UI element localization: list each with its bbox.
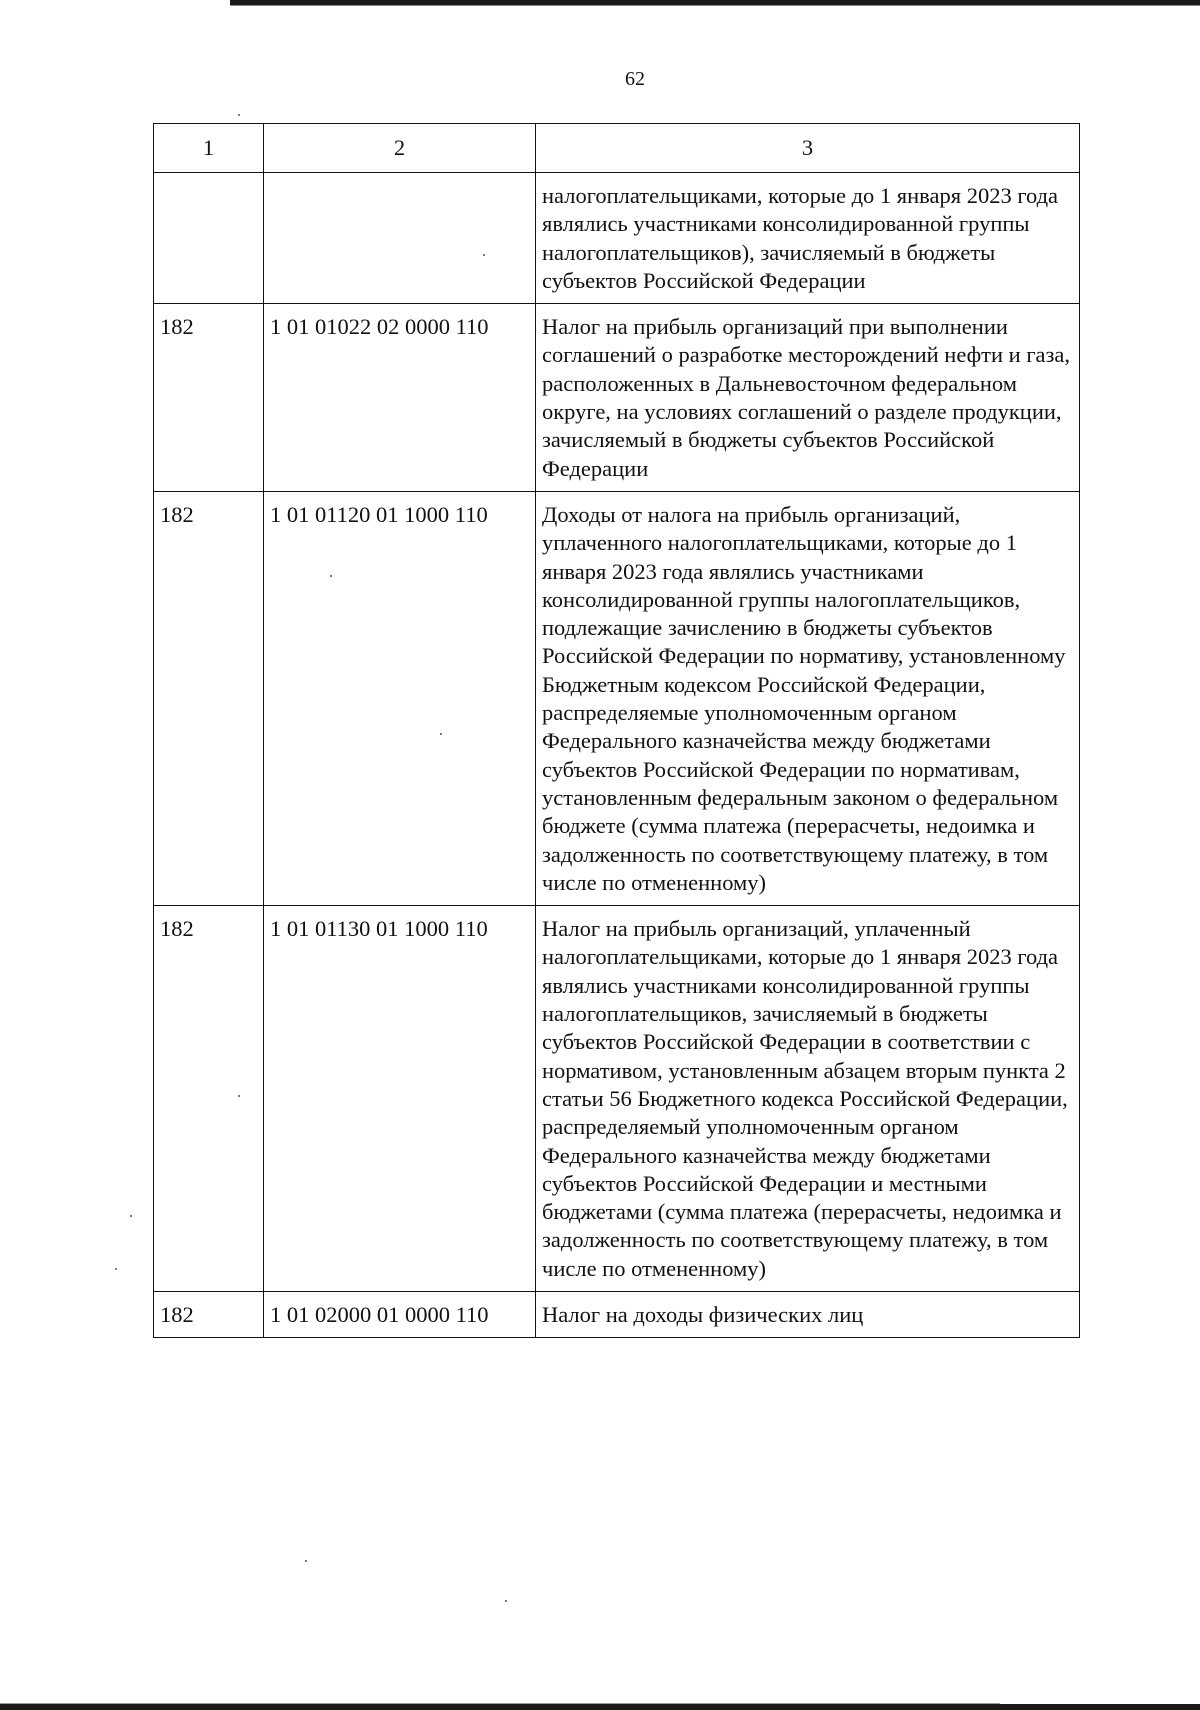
scan-speck <box>238 1095 240 1097</box>
column-header-1: 1 <box>154 124 264 173</box>
table-row <box>154 906 1080 1292</box>
classification-code-cell: 1 01 01022 02 0000 110 <box>264 304 536 492</box>
admin-code-cell: 182 <box>154 906 264 1292</box>
classification-code-cell: 1 01 02000 01 0000 110 <box>264 1291 536 1337</box>
scan-edge-bottom <box>0 1704 1200 1710</box>
scan-speck <box>305 1560 307 1562</box>
description-cell: Налог на доходы физических лиц <box>536 1291 1080 1337</box>
description-cell: Налог на прибыль организаций при выполнении соглашений о разработке месторождений нефти и газа, расположенных в Дальневосточном федеральном округе, на условиях соглашений о разделе продукции, зачисляемый в бюджеты субъектов Российской Федерации <box>536 304 1080 492</box>
column-header-3: 3 <box>536 124 1080 173</box>
scan-speck <box>115 1268 117 1270</box>
classification-code-cell: 1 01 01130 01 1000 110 <box>264 906 536 1292</box>
table-row <box>154 491 1080 905</box>
description-cell: Доходы от налога на прибыль организаций, уплаченного налогоплательщиками, которые до 1 января 2023 года являлись участниками консолидированной группы налогоплательщиков, подлежащие зачислению в бюджеты субъектов Российской Федерации по нормативу, установленному Бюджетным кодексом Российской Федерации, распределяемые уполномоченным органом Федерального казначейства между бюджетами субъектов Российской Федерации по нормативам, установленным федеральным законом о федеральном бюджете (сумма платежа (перерасчеты, недоимка и задолженность по соответствующему платежу, в том числе по отмененному) <box>536 491 1080 905</box>
table-row <box>154 173 1080 304</box>
description-cell: налогоплательщиками, которые до 1 января 2023 года являлись участниками консолидированной группы налогоплательщиков), зачисляемый в бюджеты субъектов Российской Федерации <box>536 173 1080 304</box>
budget-classification-table <box>153 123 1080 1338</box>
scan-edge-top-faint <box>230 5 1200 6</box>
admin-code-cell: 182 <box>154 304 264 492</box>
scan-speck <box>238 114 240 116</box>
scan-speck <box>440 733 442 735</box>
table-row <box>154 1291 1080 1337</box>
description-cell: Налог на прибыль организаций, уплаченный налогоплательщиками, которые до 1 января 2023 года являлись участниками консолидированной группы налогоплательщиков, зачисляемый в бюджеты субъектов Российской Федерации в соответствии с нормативом, установленным абзацем вторым пункта 2 статьи 56 Бюджетного кодекса Российской Федерации, распределяемый уполномоченным органом Федерального казначейства между бюджетами субъектов Российской Федерации и местными бюджетами (сумма платежа (перерасчеты, недоимка и задолженность по соответствующему платежу, в том числе по отмененному) <box>536 906 1080 1292</box>
classification-code-cell <box>264 173 536 304</box>
scan-speck <box>505 1600 507 1602</box>
scan-speck <box>483 254 485 256</box>
admin-code-cell: 182 <box>154 1291 264 1337</box>
admin-code-cell: 182 <box>154 491 264 905</box>
page-number: 62 <box>625 68 645 90</box>
table-row <box>154 304 1080 492</box>
column-header-2: 2 <box>264 124 536 173</box>
table-header-row <box>154 124 1080 173</box>
admin-code-cell <box>154 173 264 304</box>
classification-code-cell: 1 01 01120 01 1000 110 <box>264 491 536 905</box>
scan-speck <box>330 575 332 577</box>
scan-speck <box>130 1215 132 1217</box>
